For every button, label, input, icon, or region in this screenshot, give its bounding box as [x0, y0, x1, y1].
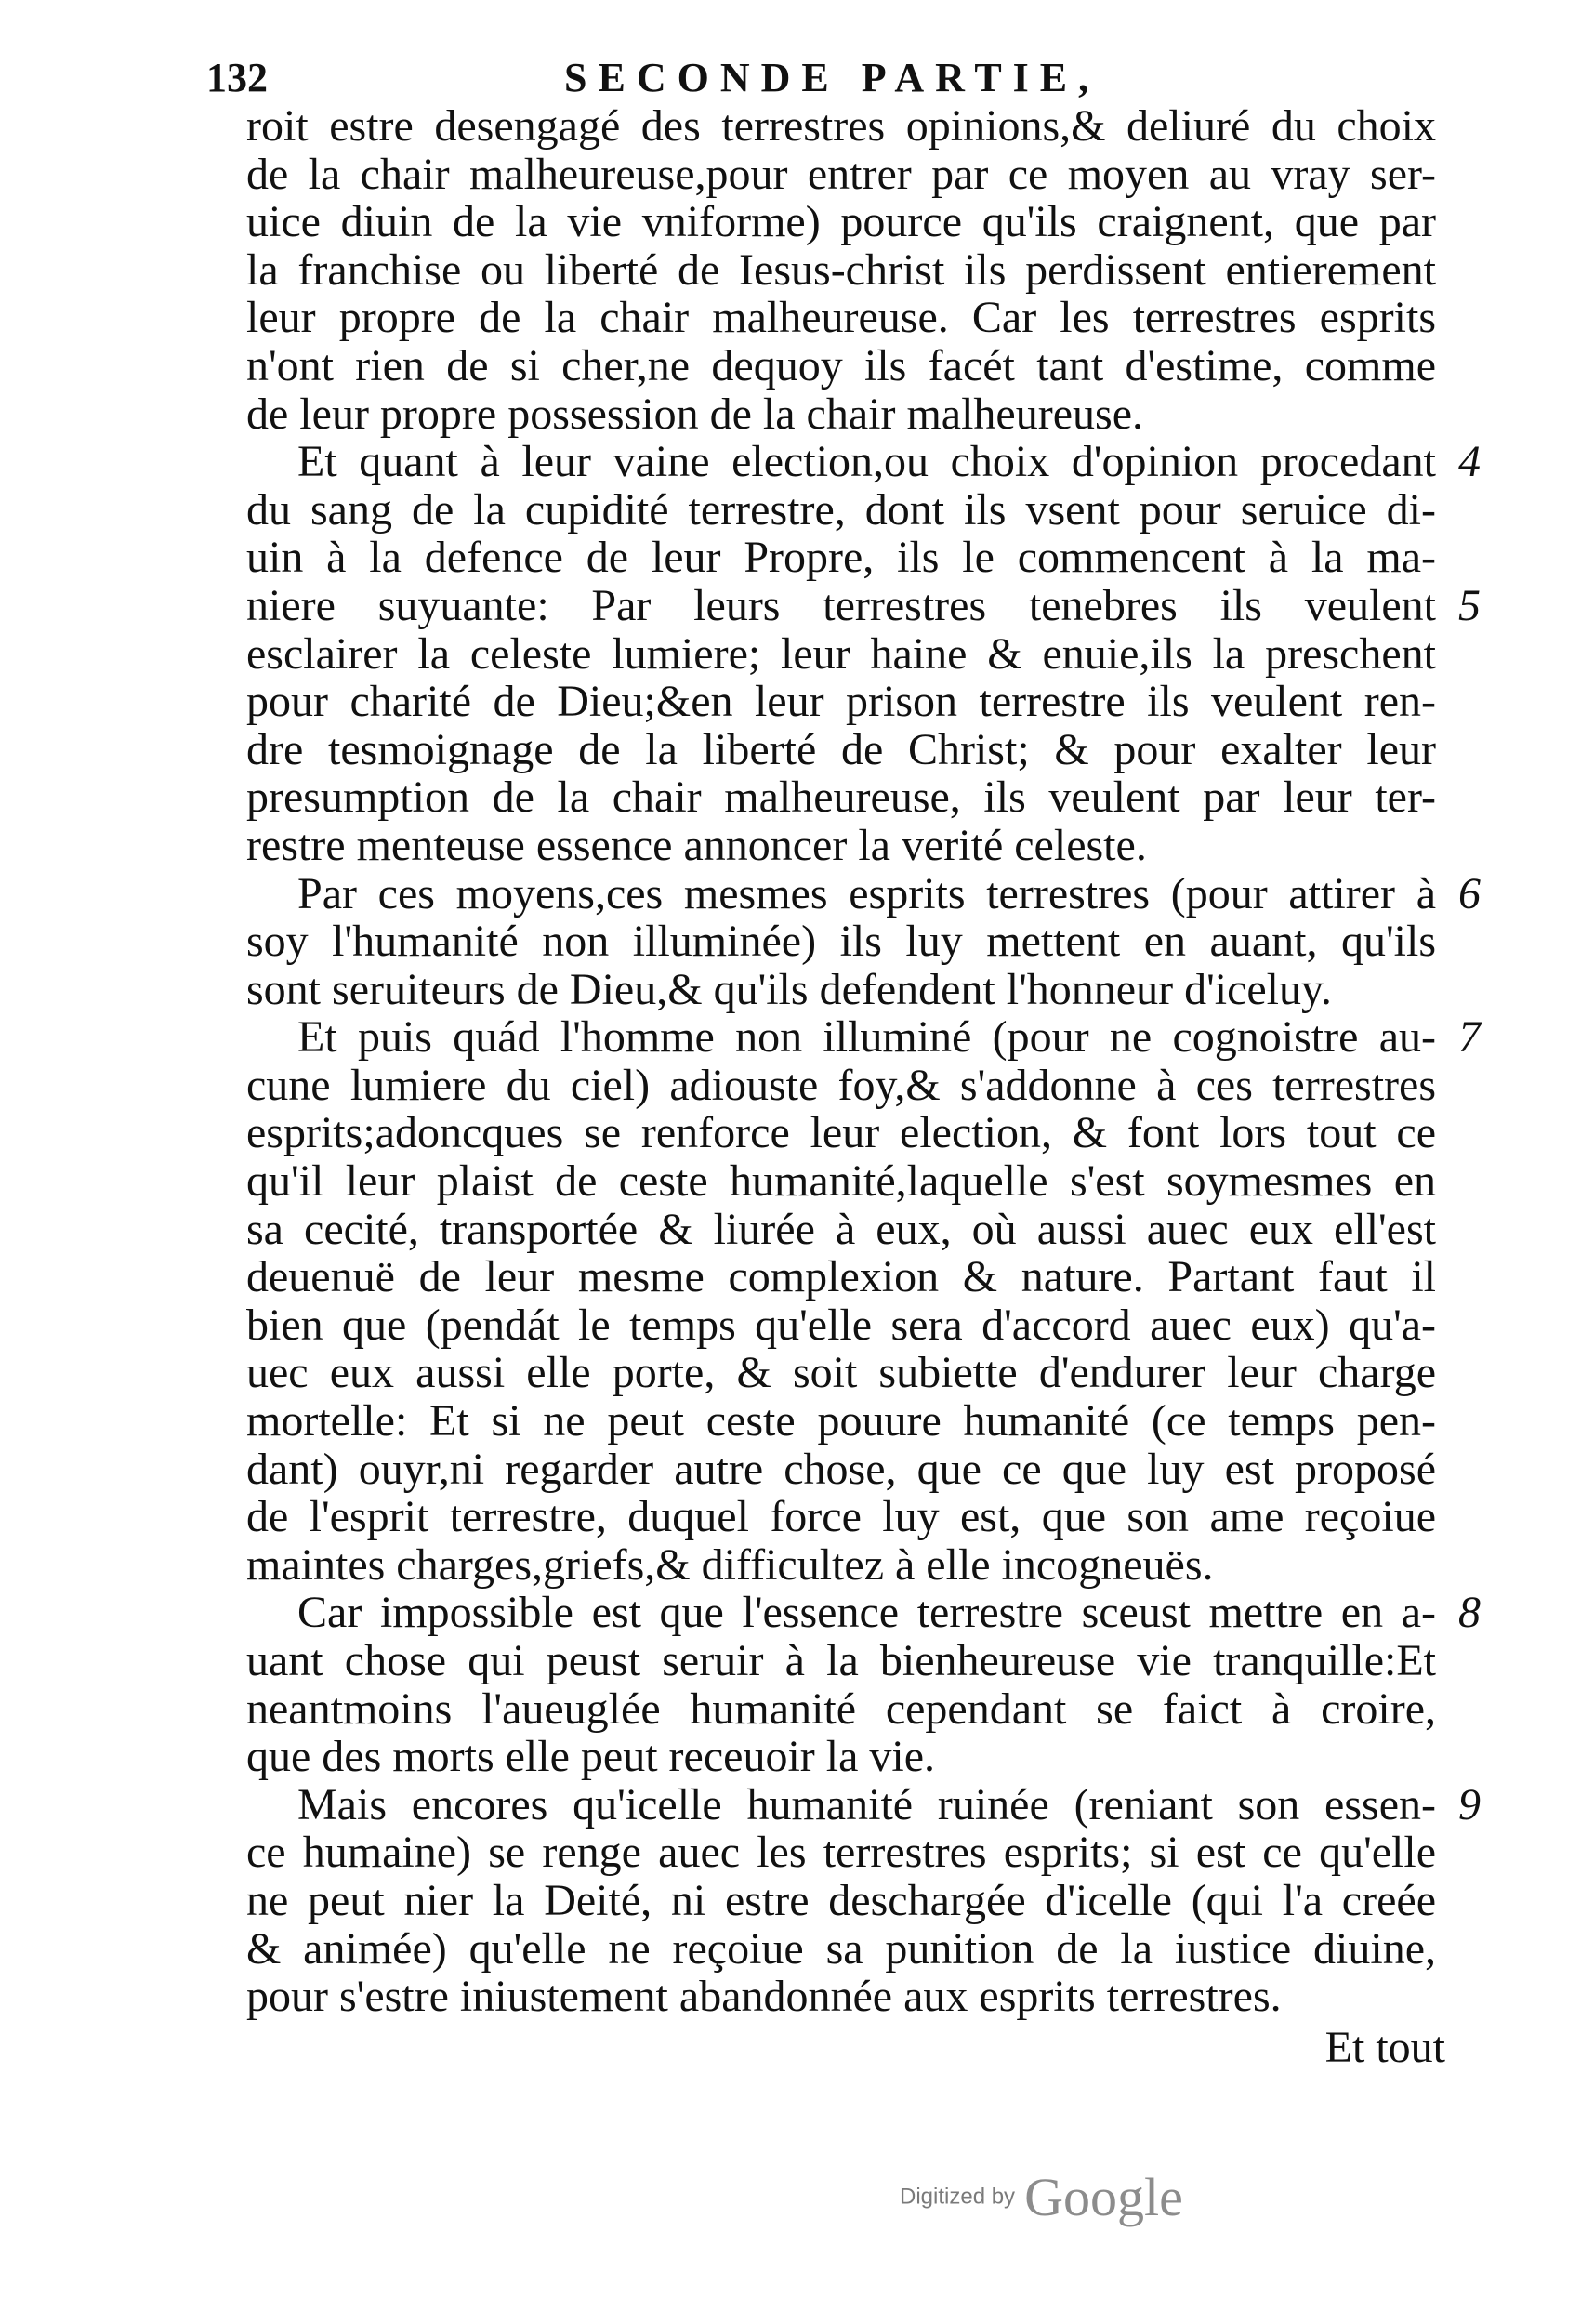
text-line-content: de la chair malheureuse,pour entrer par ce moyen au vray ser-: [246, 149, 1436, 199]
text-line-content: leur propre de la chair malheureuse. Car les terrestres esprits: [246, 293, 1436, 343]
text-line: [246, 1541, 1436, 1590]
text-line-content: uice diuin de la vie vniforme) pource qu'ils craignent, que par: [246, 197, 1436, 247]
text-line: [246, 1877, 1436, 1925]
page-number: 132: [206, 55, 268, 100]
body-text: [246, 101, 1481, 2022]
text-line: [246, 1733, 1436, 1781]
text-line-content: Et puis quád l'homme non illuminé (pour ne cognoistre au-: [297, 1012, 1436, 1063]
text-line-content: que des morts elle peut receuoir la vie.: [246, 1732, 936, 1782]
text-line-content: esprits;adoncques se renforce leur election, & font lors tout ce: [246, 1108, 1436, 1158]
text-line-content: uant chose qui peust seruir à la bienheureuse vie tranquille:Et: [246, 1636, 1436, 1685]
text-line: [246, 437, 1481, 487]
text-line: [246, 151, 1436, 199]
text-line: [246, 822, 1436, 870]
text-line: [246, 773, 1436, 822]
text-line-content: Par ces moyens,ces mesmes esprits terrestres (pour attirer à: [297, 868, 1436, 918]
text-line: [246, 1062, 1436, 1110]
text-line: [246, 390, 1436, 439]
text-line: [246, 294, 1436, 342]
verse-number: 8: [1458, 1588, 1481, 1638]
text-line-content: n'ont rien de si cher,ne dequoy ils facét tant d'estime, comme: [246, 340, 1436, 390]
text-line-content: sont seruiteurs de Dieu,& qu'ils defendent l'honneur d'iceluy.: [246, 964, 1332, 1014]
text-line-content: roit estre desengagé des terrestres opinions,& deliuré du choix: [246, 101, 1436, 151]
text-line-content: dant) ouyr,ni regarder autre chose, que ce que luy est proposé: [246, 1444, 1436, 1494]
text-line: [246, 1637, 1436, 1685]
text-line-content: uec eux aussi elle porte, & soit subiette d'endurer leur charge: [246, 1348, 1436, 1398]
text-line-content: Mais encores qu'icelle humanité ruinée (reniant son essen-: [297, 1779, 1436, 1829]
text-line-content: de leur propre possession de la chair malheureuse.: [246, 389, 1143, 439]
text-line: [246, 1588, 1481, 1638]
text-line-content: la franchise ou liberté de Iesus-christ ils perdissent entierement: [246, 244, 1436, 295]
text-line: [246, 1157, 1436, 1206]
text-line-content: pour s'estre iniustement abandonnée aux esprits terrestres.: [246, 1972, 1282, 2022]
text-line-content: soy l'humanité non illuminée) ils luy mettent en auant, qu'ils: [246, 917, 1436, 967]
text-line: [246, 534, 1436, 582]
text-line: [246, 486, 1436, 535]
text-line: [246, 1253, 1436, 1301]
text-line-content: niere suyuante: Par leurs terrestres tenebres ils veulent: [246, 580, 1436, 630]
text-line: [246, 198, 1436, 246]
verse-number: 5: [1458, 580, 1481, 630]
text-line-content: pour charité de Dieu;&en leur prison terrestre ils veulent ren-: [246, 677, 1436, 727]
text-line-content: du sang de la cupidité terrestre, dont ils vsent pour seruice di-: [246, 484, 1436, 535]
verse-number: 7: [1458, 1012, 1481, 1063]
text-line-content: Car impossible est que l'essence terrestre sceust mettre en a-: [297, 1588, 1436, 1638]
text-line-content: cune lumiere du ciel) adiouste foy,& s'addonne à ces terrestres: [246, 1060, 1436, 1110]
text-line: [246, 1973, 1436, 2021]
text-line-content: mortelle: Et si ne peut ceste pouure humanité (ce temps pen-: [246, 1396, 1436, 1446]
text-line: [246, 1349, 1436, 1397]
text-line: [246, 966, 1436, 1014]
verse-number: 4: [1458, 437, 1481, 487]
google-logo: Google: [1024, 2167, 1183, 2227]
text-line: [246, 1779, 1481, 1829]
text-line: [246, 868, 1481, 918]
digitization-footer: [900, 2166, 1183, 2227]
text-line-content: Et quant à leur vaine election,ou choix d'opinion procedant: [297, 437, 1436, 487]
text-line-content: dre tesmoignage de la liberté de Christ; & pour exalter leur: [246, 724, 1436, 774]
text-line: [246, 342, 1436, 390]
text-line: [246, 1109, 1436, 1157]
text-line-content: & animée) qu'elle ne reçoiue sa punition de la iustice diuine,: [246, 1923, 1436, 1974]
text-line: [246, 246, 1436, 295]
text-line: [246, 1206, 1436, 1254]
text-line-content: uin à la defence de leur Propre, ils le commencent à la ma-: [246, 533, 1436, 583]
catchword: Et tout: [1324, 2023, 1445, 2072]
text-line-content: neantmoins l'aueuglée humanité cependant se faict à croire,: [246, 1684, 1436, 1734]
digitized-by-label: Digitized by: [900, 2184, 1016, 2210]
running-title: SECONDE PARTIE,: [564, 55, 1100, 100]
text-line-content: esclairer la celeste lumiere; leur haine & enuie,ils la preschent: [246, 628, 1436, 679]
text-line: [246, 1012, 1481, 1063]
text-line: [246, 918, 1436, 966]
text-line-content: ne peut nier la Deité, ni estre deschargée d'icelle (qui l'a creée: [246, 1875, 1436, 1925]
text-line-content: bien que (pendát le temps qu'elle sera d'accord auec eux) qu'a-: [246, 1300, 1436, 1350]
text-line: [246, 1446, 1436, 1494]
text-line: [246, 678, 1436, 726]
verse-number: 9: [1458, 1779, 1481, 1829]
text-line: [246, 630, 1436, 679]
text-line-content: sa cecité, transportée & liurée à eux, où aussi auec eux ell'est: [246, 1204, 1436, 1254]
text-line: [246, 1925, 1436, 1974]
text-line-content: restre menteuse essence annoncer la verité celeste.: [246, 820, 1147, 870]
text-line: [246, 1301, 1436, 1350]
text-line: [246, 726, 1436, 774]
text-line-content: maintes charges,griefs,& difficultez à elle incogneuës.: [246, 1539, 1214, 1590]
text-line: [246, 1829, 1436, 1877]
text-line: [246, 102, 1436, 151]
text-line-content: presumption de la chair malheureuse, ils veulent par leur ter-: [246, 772, 1436, 823]
text-line: [246, 580, 1481, 630]
verse-number: 6: [1458, 868, 1481, 918]
text-line-content: de l'esprit terrestre, duquel force luy est, que son ame reçoiue: [246, 1492, 1436, 1542]
text-line-content: ce humaine) se renge auec les terrestres esprits; si est ce qu'elle: [246, 1828, 1436, 1878]
text-line-content: qu'il leur plaist de ceste humanité,laquelle s'est soymesmes en: [246, 1156, 1436, 1207]
text-line: [246, 1493, 1436, 1541]
text-line: [246, 1397, 1436, 1446]
text-line: [246, 1685, 1436, 1734]
text-line-content: deuenuë de leur mesme complexion & nature. Partant faut il: [246, 1252, 1436, 1302]
